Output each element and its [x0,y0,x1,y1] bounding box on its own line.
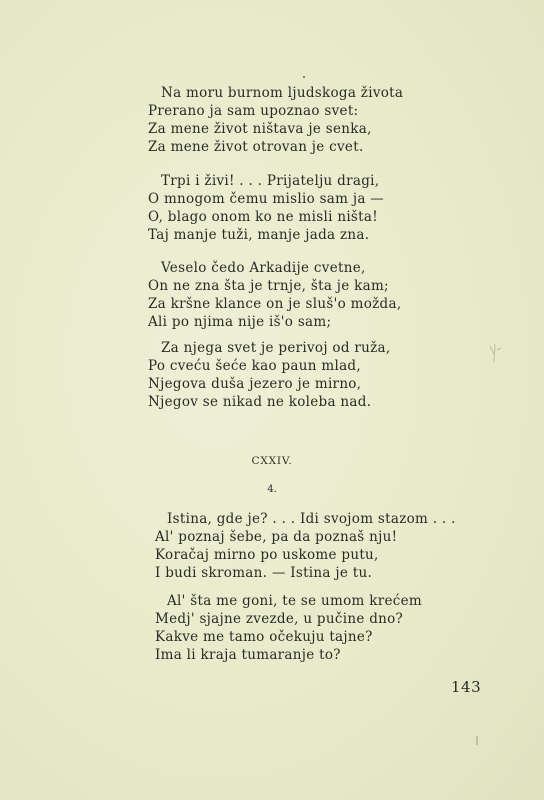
section-subnumber: 4. [267,484,277,495]
poem-line: Koračaj mirno po uskome putu, [155,547,379,563]
page-number: 143 [451,678,482,696]
poem-line: Istina, gde je? . . . Idi svojom stazom . . . [167,511,456,527]
poem-line: Njegov se nikad ne koleba nad. [148,394,372,410]
pencil-tick-icon [474,735,480,747]
ink-dot [303,76,305,78]
poem-line: Za mene život ništava je senka, [148,121,372,137]
section-number: CXXIV. [251,455,293,467]
pencil-mark-icon [486,340,506,380]
poem-line: O, blago onom ko ne misli ništa! [148,209,378,225]
poem-line: Trpi i živi! . . . Prijatelju dragi, [161,173,380,189]
poem-line: Za njega svet je perivoj od ruža, [161,340,391,356]
poem-line: I budi skroman. — Istina je tu. [155,565,373,581]
poem-line: Ima li kraja tumaranje to? [155,647,341,663]
poem-line: Ali po njima nije iš'o sam; [148,314,332,330]
poem-line: Al' poznaj šebe, pa da poznaš nju! [155,529,398,545]
poem-line: Po cveću šeće kao paun mlad, [148,358,361,374]
poem-line: Taj manje tuži, manje jada zna. [148,227,370,243]
poem-line: O mnogom čemu mislio sam ja — [148,191,385,207]
poem-line: Za mene život otrovan je cvet. [148,139,364,155]
poem-line: Kakve me tamo očekuju tajne? [155,629,373,645]
poem-line: Na moru burnom ljudskoga života [161,85,404,101]
poem-line: Prerano ja sam upoznao svet: [148,103,359,119]
poem-line: On ne zna šta je trnje, šta je kam; [148,278,389,294]
poem-line: Medj' sjajne zvezde, u pučine dno? [155,611,404,627]
poem-line: Njegova duša jezero je mirno, [148,376,362,392]
poem-line: Veselo čedo Arkadije cvetne, [161,260,366,276]
poem-line: Al' šta me goni, te se umom krećem [167,593,423,609]
poem-line: Za kršne klance on je sluš'o možda, [148,296,402,312]
